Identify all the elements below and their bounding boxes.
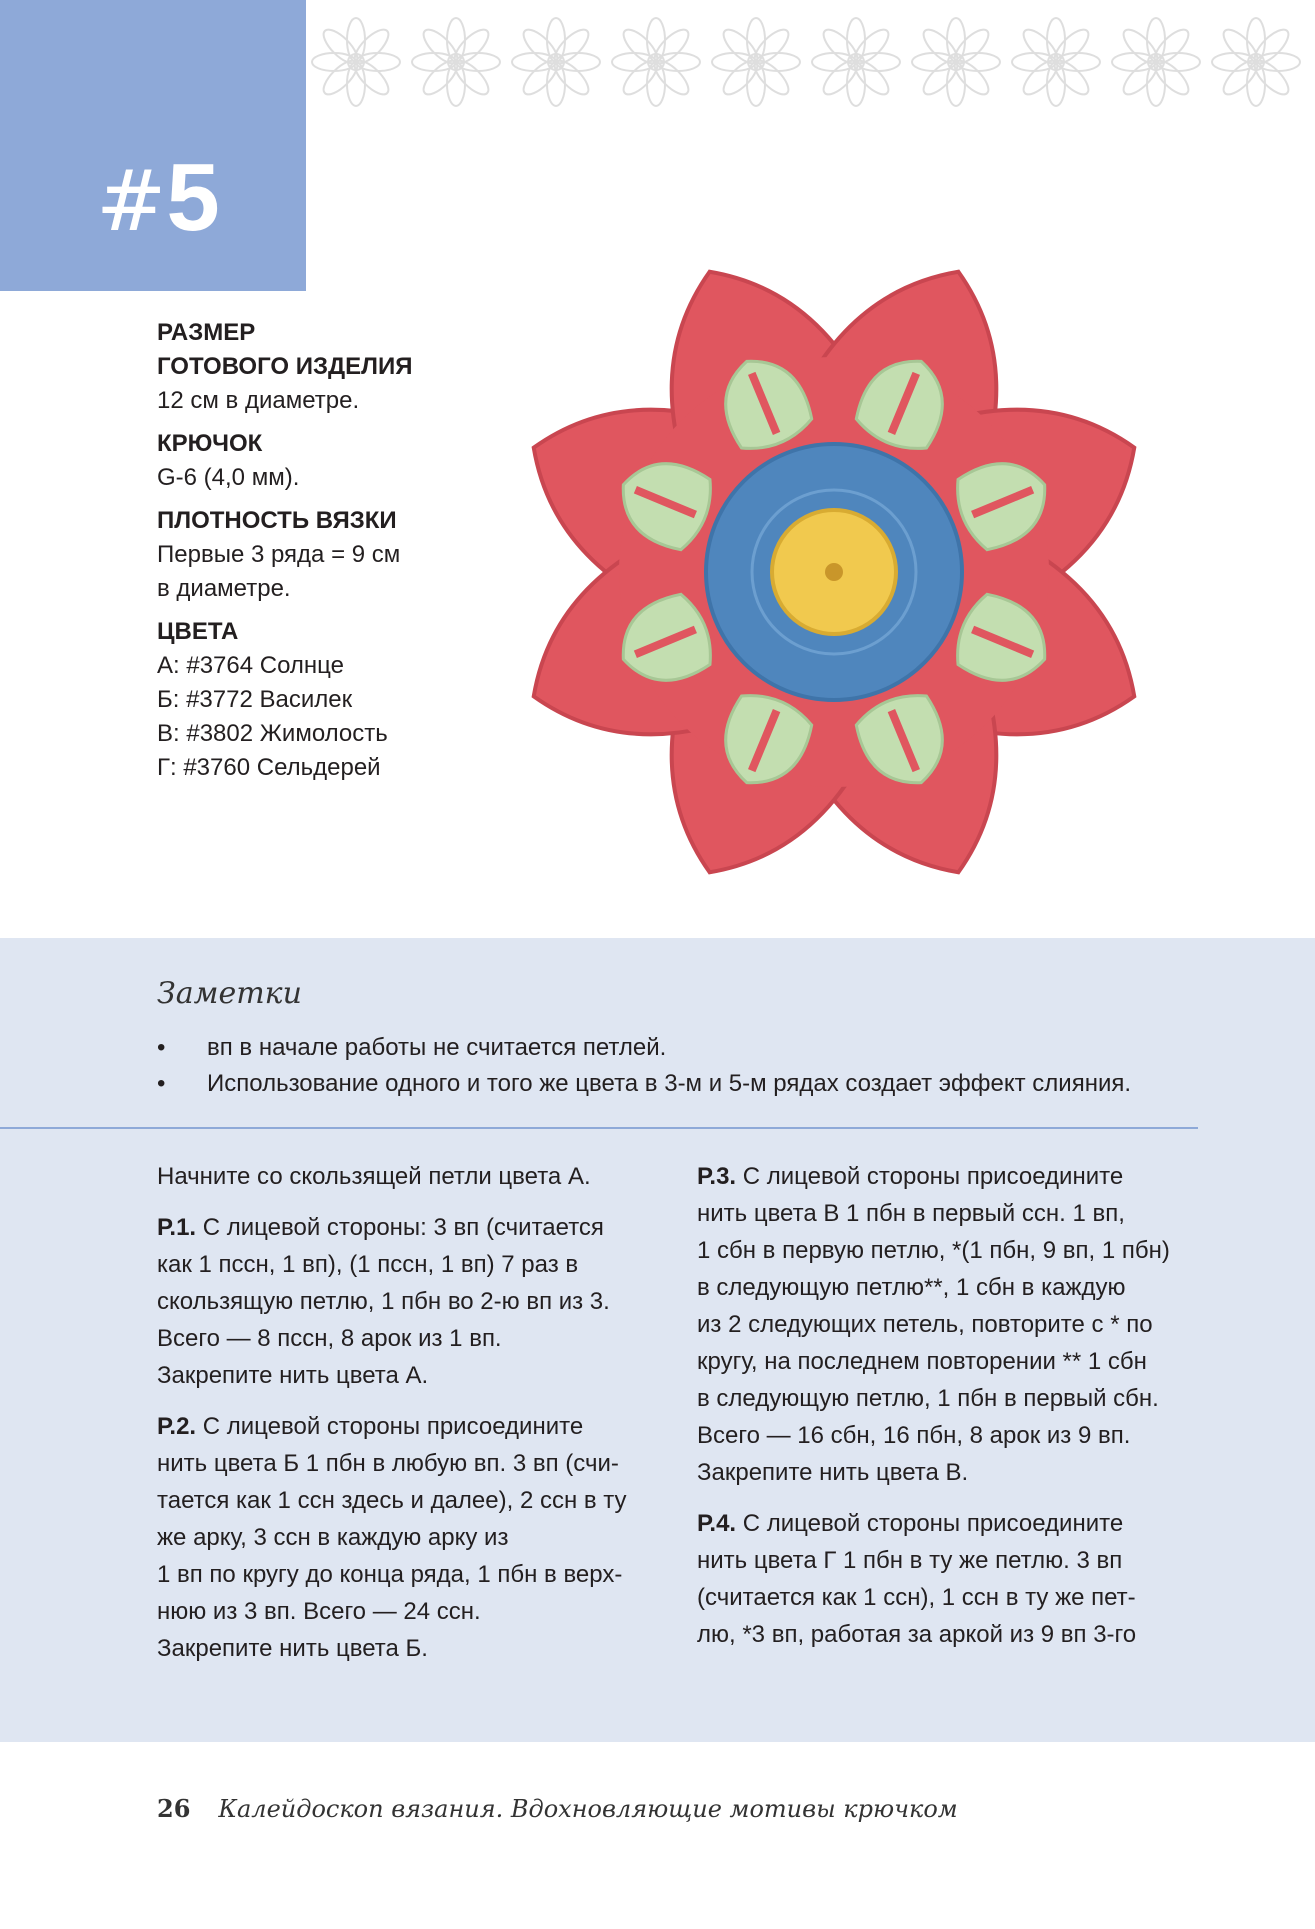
row-line: нюю из 3 вп. Всего — 24 ссн.: [157, 1598, 481, 1625]
book-title: Калейдоскоп вязания. Вдохновляющие мотивы крючком: [218, 1795, 958, 1823]
lace-rosette: [1112, 18, 1200, 106]
note-item: [157, 1066, 1217, 1102]
lace-rosette: [412, 18, 500, 106]
row-line: С лицевой стороны: 3 вп (считается: [202, 1214, 604, 1241]
row-label: Р.4.: [697, 1510, 737, 1537]
color-item: В: #3802 Жимолость: [157, 720, 388, 747]
row-line: С лицевой стороны присоедините: [202, 1413, 584, 1440]
lace-rosette: [1012, 18, 1100, 106]
bullet-icon: •: [157, 1034, 166, 1061]
pattern-number: [96, 144, 220, 251]
row-label: Р.1.: [157, 1214, 197, 1241]
row-line: скользящую петлю, 1 пбн во 2-ю вп из 3.: [157, 1288, 610, 1315]
gauge-heading: ПЛОТНОСТЬ ВЯЗКИ: [157, 507, 397, 534]
colors-list: [157, 649, 497, 785]
row-line: нить цвета Г 1 пбн в ту же петлю. 3 вп: [697, 1547, 1123, 1574]
row-line: Закрепите нить цвета А.: [157, 1362, 429, 1389]
row-label: Р.3.: [697, 1163, 737, 1190]
row-line: (считается как 1 ссн), 1 ссн в ту же пет-: [697, 1584, 1136, 1611]
lace-rosette: [612, 18, 700, 106]
section-divider: [0, 1127, 1198, 1129]
size-value: 12 см в диаметре.: [157, 387, 360, 414]
row-1: [157, 1209, 677, 1394]
row-label: Р.2.: [157, 1413, 197, 1440]
page-footer: [157, 1794, 958, 1823]
color-item: Г: #3760 Сельдерей: [157, 754, 381, 781]
decorative-lace-band: [306, 0, 1315, 125]
instructions-column-left: [157, 1158, 677, 1681]
gauge-value-line1: Первые 3 ряда = 9 см: [157, 541, 401, 568]
row-line: в следующую петлю**, 1 сбн в каждую: [697, 1274, 1126, 1301]
lace-rosette: [812, 18, 900, 106]
lace-rosette: [712, 18, 800, 106]
row-line: Всего — 16 сбн, 16 пбн, 8 арок из 9 вп.: [697, 1422, 1131, 1449]
color-item: А: #3764 Солнце: [157, 652, 344, 679]
row-line: в следующую петлю, 1 пбн в первый сбн.: [697, 1385, 1159, 1412]
pattern-number-digit: 5: [166, 144, 220, 251]
size-heading-line1: РАЗМЕР: [157, 319, 256, 346]
page-number: 26: [157, 1794, 191, 1823]
color-item: Б: #3772 Василек: [157, 686, 353, 713]
row-line: как 1 пссн, 1 вп), (1 пссн, 1 вп) 7 раз в: [157, 1251, 579, 1278]
row-3: [697, 1158, 1217, 1491]
note-item: [157, 1030, 1217, 1066]
row-line: нить цвета Б 1 пбн в любую вп. 3 вп (счи-: [157, 1450, 619, 1477]
hook-heading: КРЮЧОК: [157, 430, 263, 457]
instructions-column-right: [697, 1158, 1217, 1667]
note-text: Использование одного и того же цвета в 3-м и 5-м рядах создает эффект слияния.: [207, 1070, 1132, 1097]
row-line: Закрепите нить цвета В.: [697, 1459, 969, 1486]
bullet-icon: •: [157, 1070, 166, 1097]
lace-rosette: [312, 18, 400, 106]
row-line: Закрепите нить цвета Б.: [157, 1635, 428, 1662]
specs-block: [157, 316, 497, 785]
row-line: же арку, 3 ссн в каждую арку из: [157, 1524, 509, 1551]
size-heading-line2: ГОТОВОГО ИЗДЕЛИЯ: [157, 353, 413, 380]
colors-heading: ЦВЕТА: [157, 618, 239, 645]
lace-rosette: [912, 18, 1000, 106]
pattern-number-block: [0, 0, 306, 291]
row-line: лю, *3 вп, работая за аркой из 9 вп 3-го: [697, 1621, 1137, 1648]
notes-list: [157, 1030, 1217, 1102]
lace-rosette: [512, 18, 600, 106]
row-line: кругу, на последнем повторении ** 1 сбн: [697, 1348, 1147, 1375]
row-line: 1 вп по кругу до конца ряда, 1 пбн в верх-: [157, 1561, 623, 1588]
row-4: [697, 1505, 1217, 1653]
pattern-number-hash: #: [96, 152, 167, 250]
hook-value: G-6 (4,0 мм).: [157, 464, 300, 491]
row-line: С лицевой стороны присоедините: [742, 1510, 1124, 1537]
crochet-flower-motif-image: [484, 232, 1184, 912]
note-text: вп в начале работы не считается петлей.: [207, 1034, 667, 1061]
row-line: из 2 следующих петель, повторите с * по: [697, 1311, 1153, 1338]
row-line: тается как 1 ссн здесь и далее), 2 ссн в ту: [157, 1487, 627, 1514]
notes-title: Заметки: [157, 976, 302, 1011]
row-2: [157, 1408, 677, 1667]
row-line: С лицевой стороны присоедините: [742, 1163, 1124, 1190]
gauge-value-line2: в диаметре.: [157, 575, 291, 602]
lace-rosette: [1212, 18, 1300, 106]
intro-text: Начните со скользящей петли цвета А.: [157, 1163, 591, 1190]
row-line: Всего — 8 пссн, 8 арок из 1 вп.: [157, 1325, 502, 1352]
center-hole: [825, 563, 843, 581]
row-line: нить цвета В 1 пбн в первый ссн. 1 вп,: [697, 1200, 1125, 1227]
row-line: 1 сбн в первую петлю, *(1 пбн, 9 вп, 1 пбн): [697, 1237, 1170, 1264]
